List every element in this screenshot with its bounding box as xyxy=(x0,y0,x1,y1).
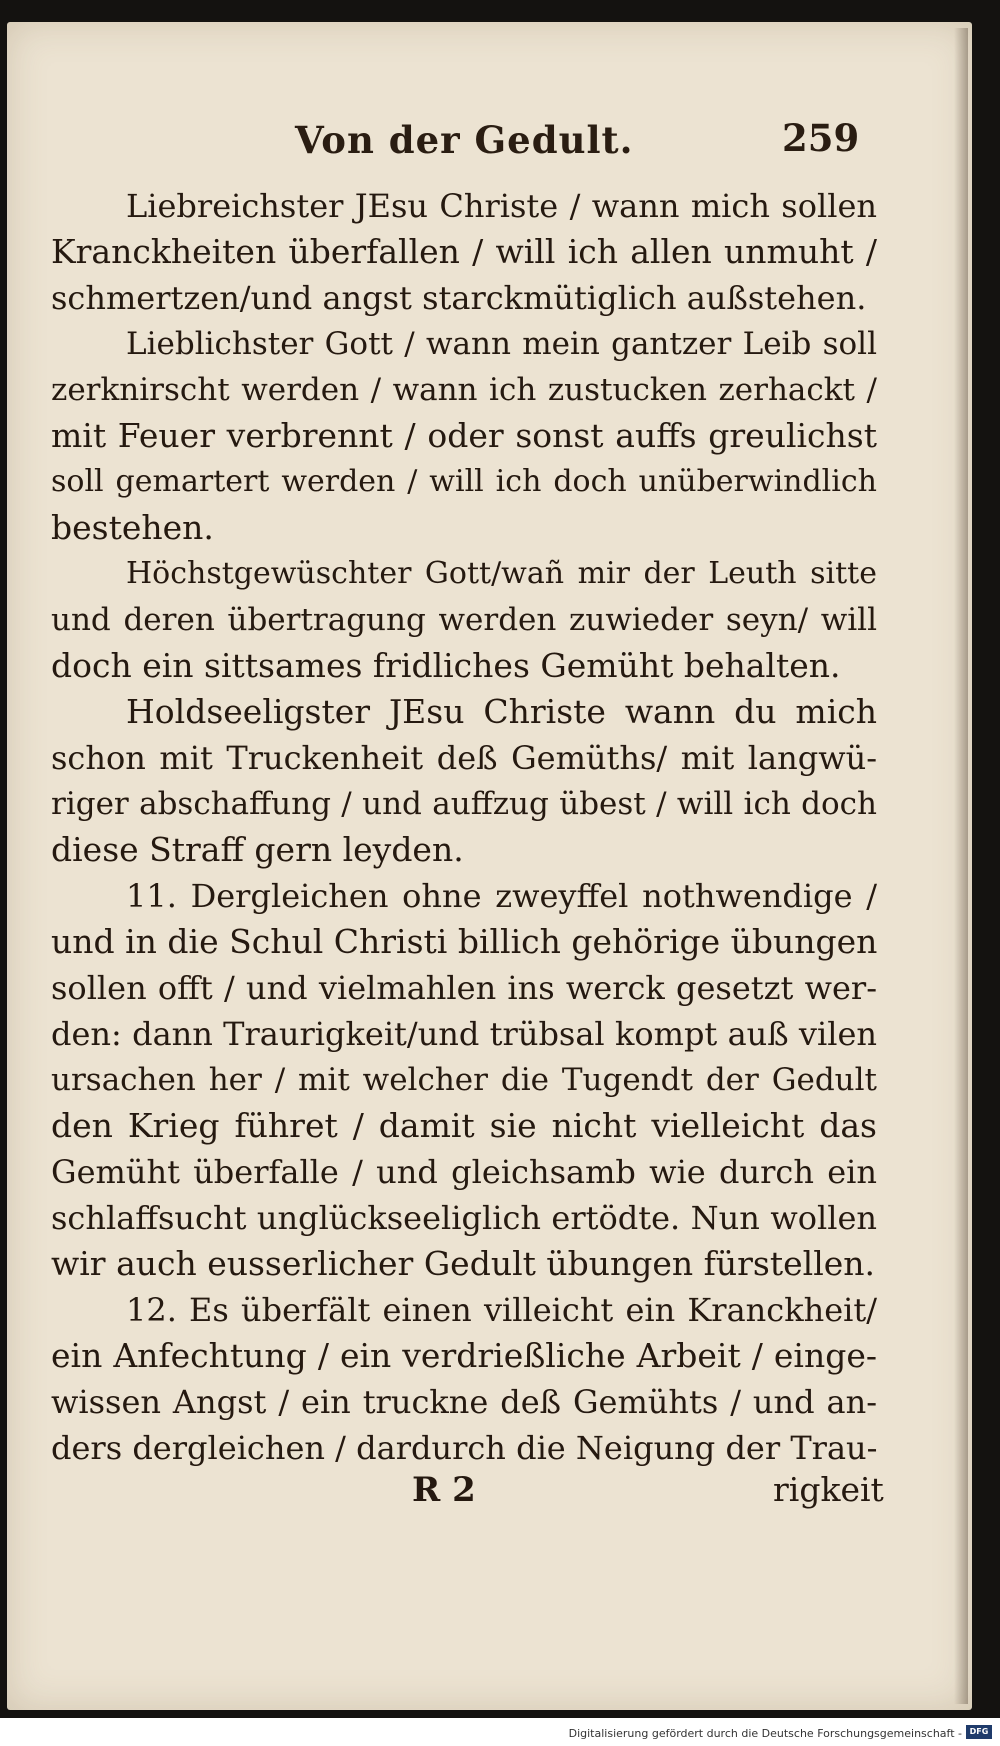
signature-mark: R 2 xyxy=(412,1470,476,1510)
text-line: zerknirscht werden / wann ich zustucken zerhackt / xyxy=(51,372,877,408)
page-number: 259 xyxy=(782,116,860,160)
text-line: sollen offt / und vielmahlen ins werck gesetzt wer- xyxy=(51,969,877,1007)
text-line: Holdseeligster JEsu Christe wann du mich xyxy=(126,692,877,731)
text-line: Liebreichster JEsu Christe / wann mich sollen xyxy=(126,187,877,225)
text-line: 12. Es überfält einen villeicht ein Kranckheit/ xyxy=(126,1291,877,1329)
text-line: bestehen. xyxy=(51,508,214,547)
text-line: Kranckheiten überfallen / will ich allen unmuht / xyxy=(51,232,877,271)
text-line: Gemüht überfalle / und gleichsamb wie durch ein xyxy=(51,1153,877,1191)
text-line: diese Straff gern leyden. xyxy=(51,830,464,869)
page-edge-shadow xyxy=(954,28,968,1704)
text-line: ursachen her / mit welcher die Tugendt der Gedult xyxy=(51,1062,877,1098)
text-line: schmertzen/und angst starckmütiglich außstehen. xyxy=(51,279,867,317)
text-line: mit Feuer verbrennt / oder sonst auffs greulichst xyxy=(51,416,877,455)
text-line: wir auch eusserlicher Gedult übungen fürstellen. xyxy=(51,1244,876,1283)
text-line: wissen Angst / ein truckne deß Gemühts / und an- xyxy=(51,1383,877,1421)
text-line: und deren übertragung werden zuwieder seyn/ will xyxy=(51,602,877,638)
text-line: Lieblichster Gott / wann mein gantzer Leib soll xyxy=(126,326,877,362)
funding-credit: Digitalisierung gefördert durch die Deutsche Forschungsgemeinschaft - xyxy=(568,1727,962,1740)
catchword: rigkeit xyxy=(773,1470,884,1509)
text-line: den Krieg führet / damit sie nicht vielleicht das xyxy=(51,1106,877,1145)
text-line: doch ein sittsames fridliches Gemüht behalten. xyxy=(51,646,841,685)
running-head: Von der Gedult. xyxy=(295,118,634,162)
text-line: schon mit Truckenheit deß Gemüths/ mit langwü- xyxy=(51,739,877,777)
text-line: und in die Schul Christi billich gehörige übungen xyxy=(51,922,878,961)
text-line: riger abschaffung / und auffzug übest / will ich doch xyxy=(51,786,877,822)
body-text xyxy=(51,183,877,1471)
text-line: soll gemartert werden / will ich doch unüberwindlich xyxy=(51,464,877,499)
text-line: Höchstgewüschter Gott/wañ mir der Leuth sitte xyxy=(126,556,877,591)
text-line: ein Anfechtung / ein verdrießliche Arbeit / einge- xyxy=(51,1336,877,1375)
text-line: ders dergleichen / dardurch die Neigung der Trau- xyxy=(51,1429,878,1467)
dfg-logo-icon: DFG xyxy=(966,1725,992,1739)
text-line: schlaffsucht unglückseeliglich ertödte. Nun wollen xyxy=(51,1199,877,1237)
text-line: den: dann Traurigkeit/und trübsal kompt auß vilen xyxy=(51,1015,877,1053)
text-line: 11. Dergleichen ohne zweyffel nothwendige / xyxy=(126,877,877,915)
